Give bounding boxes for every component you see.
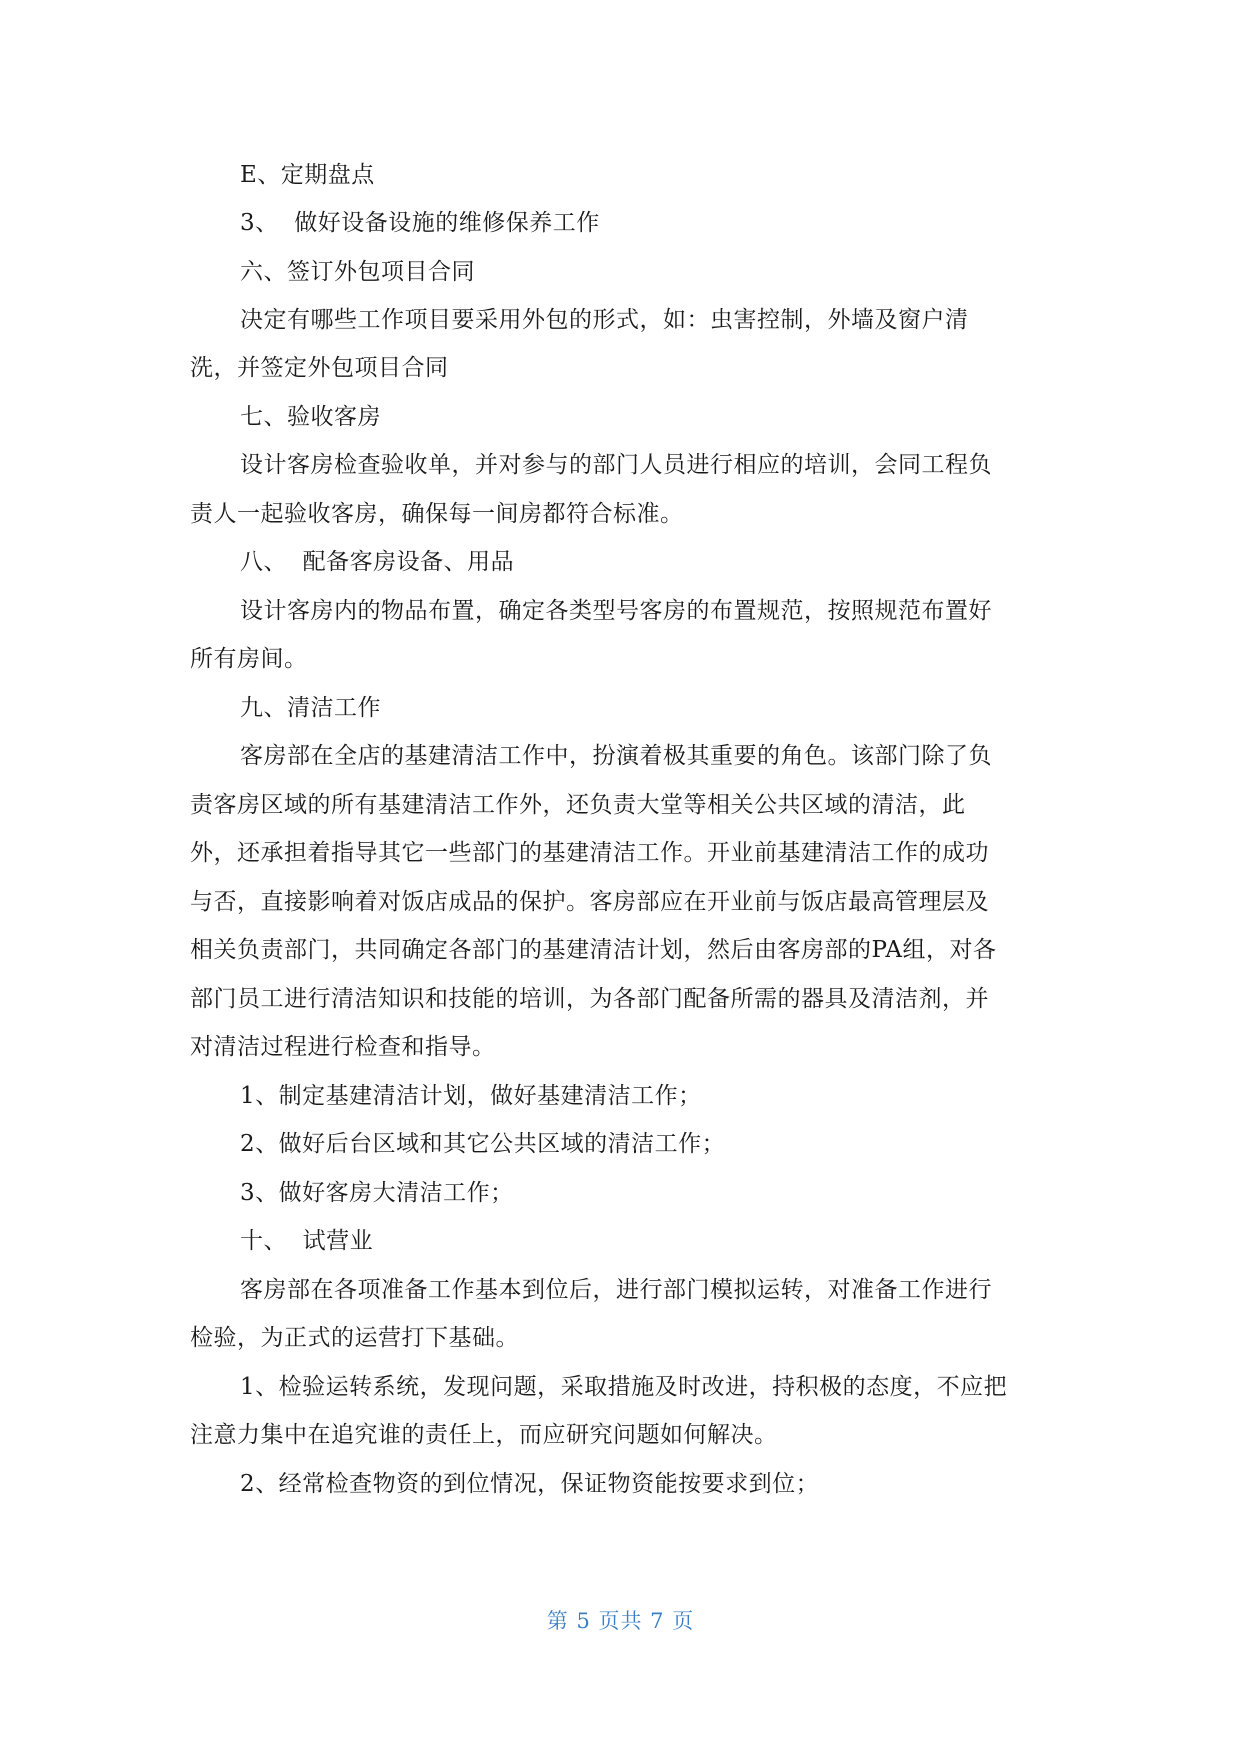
paragraph-line: 责人一起验收客房，确保每一间房都符合标准。 (190, 501, 684, 527)
page-number-footer: 第 5 页共 7 页 (546, 1609, 695, 1633)
list-item: 2、做好后台区域和其它公共区域的清洁工作； (240, 1131, 726, 1157)
section-heading: 六、签订外包项目合同 (240, 259, 475, 285)
paragraph-line: 洗，并签定外包项目合同 (190, 355, 449, 381)
list-item: 1、检验运转系统，发现问题，采取措施及时改进，持积极的态度，不应把 (240, 1374, 1008, 1400)
paragraph-line: 设计客房内的物品布置，确定各类型号客房的布置规范，按照规范布置好 (240, 598, 992, 624)
paragraph-line: 所有房间。 (190, 646, 308, 672)
paragraph-line: 客房部在全店的基建清洁工作中，扮演着极其重要的角色。该部门除了负 (240, 743, 992, 769)
paragraph-line: 对清洁过程进行检查和指导。 (190, 1034, 496, 1060)
section-heading: 七、验收客房 (240, 404, 381, 430)
list-item: 2、经常检查物资的到位情况，保证物资能按要求到位； (240, 1471, 820, 1497)
section-heading: 九、清洁工作 (240, 695, 381, 721)
paragraph-line: 相关负责部门，共同确定各部门的基建清洁计划，然后由客房部的PA组，对各 (190, 937, 997, 963)
section-heading: 十、 试营业 (240, 1228, 374, 1254)
paragraph-line: 部门员工进行清洁知识和技能的培训，为各部门配备所需的器具及清洁剂，并 (190, 986, 989, 1012)
section-heading: 3、 做好设备设施的维修保养工作 (240, 210, 600, 236)
list-item: 3、做好客房大清洁工作； (240, 1180, 514, 1206)
paragraph-line: 注意力集中在追究谁的责任上，而应研究问题如何解决。 (190, 1422, 778, 1448)
paragraph-line: 设计客房检查验收单，并对参与的部门人员进行相应的培训，会同工程负 (240, 452, 992, 478)
list-item: 1、制定基建清洁计划，做好基建清洁工作； (240, 1083, 702, 1109)
paragraph-line: 客房部在各项准备工作基本到位后，进行部门模拟运转，对准备工作进行 (240, 1277, 992, 1303)
paragraph-line: 外，还承担着指导其它一些部门的基建清洁工作。开业前基建清洁工作的成功 (190, 840, 989, 866)
section-heading: 八、 配备客房设备、用品 (240, 549, 515, 575)
text-line: E、定期盘点 (240, 162, 375, 188)
paragraph-line: 责客房区域的所有基建清洁工作外，还负责大堂等相关公共区域的清洁，此 (190, 792, 966, 818)
paragraph-line: 检验，为正式的运营打下基础。 (190, 1325, 519, 1351)
paragraph-line: 与否，直接影响着对饭店成品的保护。客房部应在开业前与饭店最高管理层及 (190, 889, 989, 915)
paragraph-line: 决定有哪些工作项目要采用外包的形式，如：虫害控制，外墙及窗户清 (240, 307, 969, 333)
